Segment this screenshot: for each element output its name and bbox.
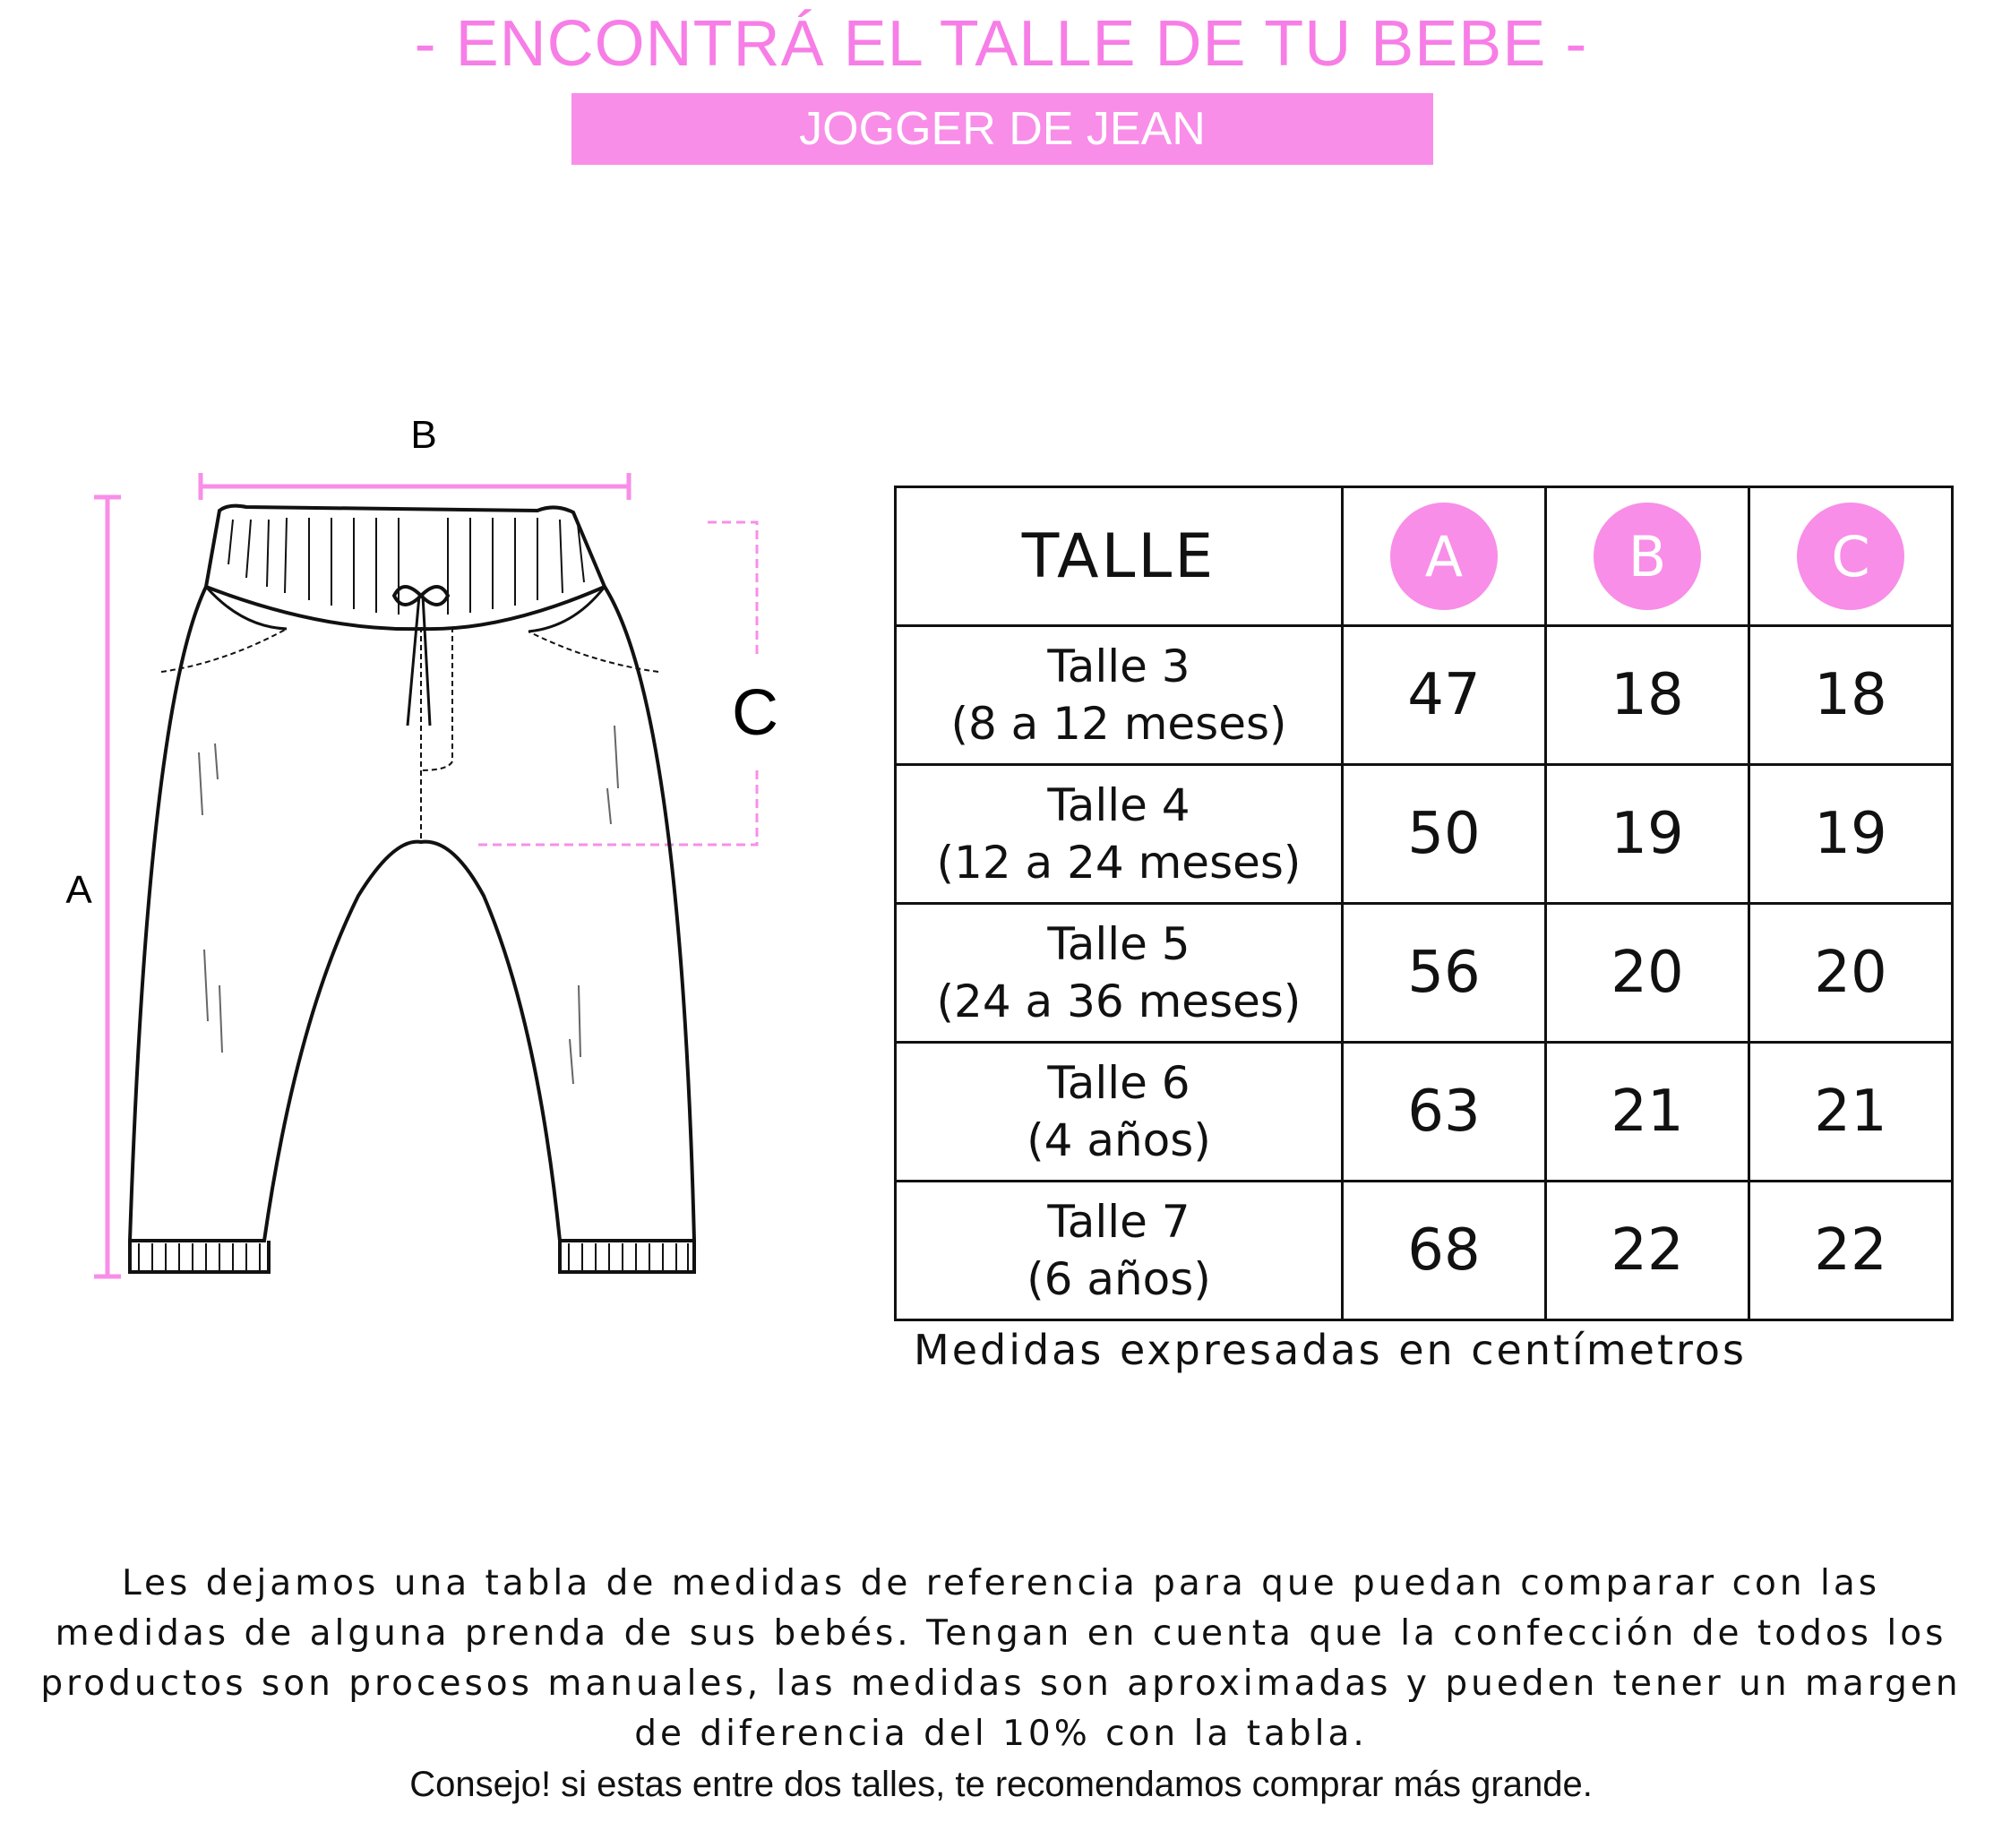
size-name: Talle 5 <box>1047 918 1190 970</box>
table-row <box>896 626 1953 765</box>
label-a: A <box>65 868 92 912</box>
disclaimer-paragraph <box>0 1559 2002 1759</box>
value-b: 22 <box>1546 1182 1749 1320</box>
measure-a-line <box>94 497 121 1276</box>
disclaimer-line: medidas de alguna prenda de sus bebés. Tengan en cuenta que la confección de todos los <box>55 1613 1947 1654</box>
value-c: 20 <box>1749 904 1953 1043</box>
value-b: 19 <box>1546 765 1749 904</box>
size-name: Talle 6 <box>1047 1057 1190 1109</box>
size-table <box>894 486 1954 1321</box>
value-c: 22 <box>1749 1182 1953 1320</box>
value-a: 47 <box>1343 626 1546 765</box>
size-name: Talle 7 <box>1047 1196 1190 1248</box>
header-a-badge: A <box>1390 503 1498 610</box>
value-a: 63 <box>1343 1043 1546 1182</box>
measure-b-line <box>201 473 629 500</box>
size-name: Talle 4 <box>1047 779 1190 831</box>
size-range: (4 años) <box>1027 1114 1211 1166</box>
table-row <box>896 765 1953 904</box>
table-header-row <box>896 487 1953 626</box>
size-range: (24 a 36 meses) <box>936 976 1302 1027</box>
table-row <box>896 1043 1953 1182</box>
value-c: 18 <box>1749 626 1953 765</box>
header-talle: TALLE <box>1021 520 1216 592</box>
value-b: 21 <box>1546 1043 1749 1182</box>
size-range: (8 a 12 meses) <box>950 698 1287 750</box>
value-c: 21 <box>1749 1043 1953 1182</box>
value-b: 20 <box>1546 904 1749 1043</box>
pants-outline <box>130 506 694 1272</box>
value-a: 56 <box>1343 904 1546 1043</box>
disclaimer-line: productos son procesos manuales, las medidas son aproximadas y pueden tener un margen <box>40 1663 1962 1704</box>
size-name: Talle 3 <box>1047 640 1190 692</box>
value-c: 19 <box>1749 765 1953 904</box>
size-range: (12 a 24 meses) <box>936 837 1302 889</box>
jogger-diagram <box>0 394 806 1335</box>
disclaimer-line: de diferencia del 10% con la tabla. <box>634 1714 1368 1754</box>
value-a: 68 <box>1343 1182 1546 1320</box>
header-b-badge: B <box>1594 503 1701 610</box>
value-a: 50 <box>1343 765 1546 904</box>
value-b: 18 <box>1546 626 1749 765</box>
disclaimer-line: Les dejamos una tabla de medidas de referencia para que puedan comparar con las <box>121 1563 1881 1603</box>
label-c: C <box>732 677 778 749</box>
product-name-banner: JOGGER DE JEAN <box>571 93 1433 165</box>
size-range: (6 años) <box>1027 1253 1211 1305</box>
table-row <box>896 1182 1953 1320</box>
measure-c-line <box>477 522 757 845</box>
units-note: Medidas expresadas en centímetros <box>914 1326 1747 1374</box>
page-title: - ENCONTRÁ EL TALLE DE TU BEBE - <box>414 8 1588 80</box>
label-b: B <box>410 413 437 457</box>
size-tip: Consejo! si estas entre dos talles, te recomendamos comprar más grande. <box>409 1765 1593 1804</box>
table-row <box>896 904 1953 1043</box>
header-c-badge: C <box>1797 503 1904 610</box>
